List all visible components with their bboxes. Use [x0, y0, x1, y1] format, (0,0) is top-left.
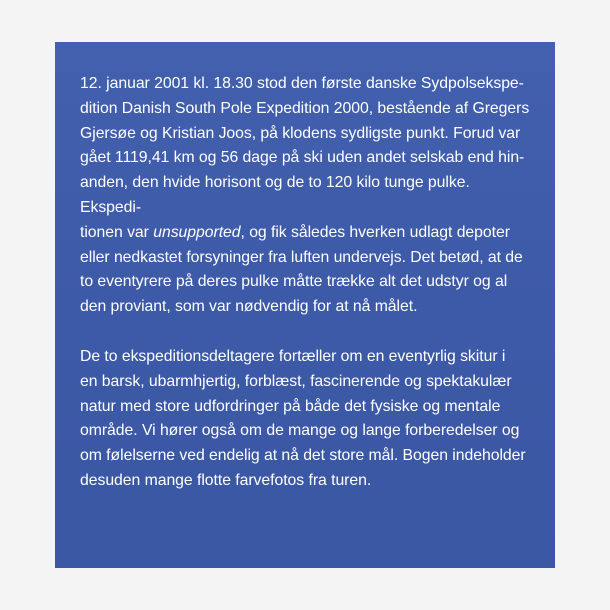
- paragraph-1-italic: unsupported: [153, 223, 241, 241]
- paragraph-2: De to ekspeditionsdeltagere fortæller om en eventyrlig skitur i en barsk, ubarmhjertig, forblæst, fascinerende og spektakulær natur med store udfordringer på både det fysiske og mentale område. Vi hører også om de mange og lange forberedelser og om følelserne ved endelig at nå det store mål. Bogen indeholder desuden mange flotte farvefotos fra turen.: [80, 347, 526, 489]
- back-cover-panel: [55, 42, 555, 568]
- paragraph-1-text-a: 12. januar 2001 kl. 18.30 stod den første danske Sydpolsekspe- dition Danish South Pole Expedition 2000, bestående af Gregers Gjersøe og Kristian Joos, på klodens sydligste punkt. Forud var gået 1119,41 km og 56 dage på ski uden andet selskab end hin- anden, den hvide horisont og de to 120 kilo tunge pulke. Ekspedi- tionen var: [80, 75, 530, 241]
- paragraph-1: [80, 72, 535, 320]
- paragraph-1-text-b: , og fik således hverken udlagt depoter eller nedkastet forsyninger fra luften undervejs. Det betød, at de to eventyrere på deres pulke måtte trække alt det udstyr og al den proviant, som var nødvendig for at nå målet.: [80, 223, 523, 316]
